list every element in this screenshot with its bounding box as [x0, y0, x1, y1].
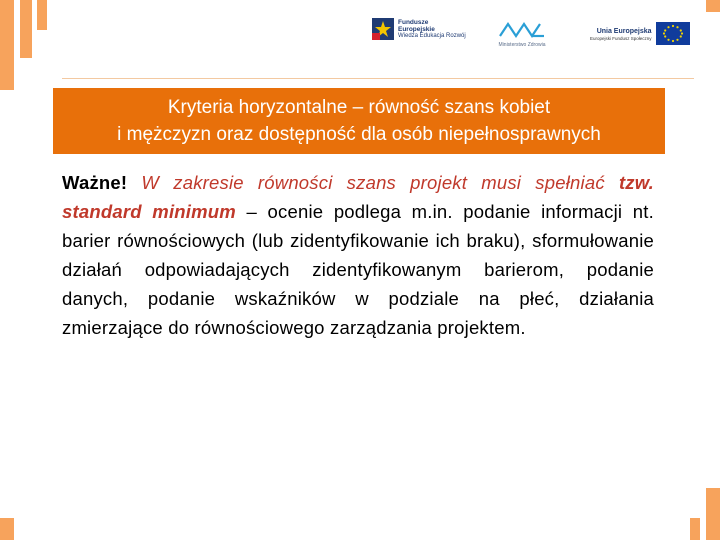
decor-bar-bottom-right-1: [706, 488, 720, 540]
ministerstwo-zdrowia-logo: [498, 20, 546, 48]
mz-wave-icon: [498, 20, 546, 40]
eu-flag-icon: [656, 22, 690, 45]
body-lead: Ważne!: [62, 172, 128, 193]
header-divider: [62, 78, 694, 79]
header: [0, 0, 720, 82]
ue-logo-text: [590, 27, 652, 41]
fe-line3: Wiedza Edukacja Rozwój: [398, 32, 466, 39]
ue-subtitle: Europejski Fundusz Społeczny: [590, 35, 652, 41]
slide-title: [53, 88, 665, 154]
decor-bar-bottom-left: [0, 518, 14, 540]
fe-logo-text: [398, 19, 466, 40]
title-line2: i mężczyzn oraz dostępność dla osób niepełnosprawnych: [117, 124, 601, 145]
mz-logo-label: Ministerstwo Zdrowia: [498, 42, 546, 48]
ue-title: Unia Europejska: [596, 27, 652, 35]
body-paragraph: [62, 168, 654, 342]
fundusze-europejskie-logo: [372, 18, 466, 40]
fe-star-icon: [372, 18, 394, 40]
body-rest: – ocenie podlega m.in. podanie informacji nt. barier równościowych (lub zidentyfikowanie ich braku), sformułowanie działań odpowiadających zidentyfikowanym barierom, podanie danych, podanie wskaźników w podziale na płeć, działania zmierzające do równościowego zarządzania projektem.: [62, 201, 654, 338]
body-italic: W zakresie równości szans projekt musi spełniać: [127, 172, 605, 193]
body-italic-bold: tzw. standard minimum: [62, 172, 654, 222]
decor-bar-bottom-right-2: [690, 518, 700, 540]
unia-europejska-logo: [590, 22, 690, 45]
fe-line2: Europejskie: [398, 25, 435, 33]
fe-line1: Fundusze: [398, 18, 429, 26]
title-line1: Kryteria horyzontalne – równość szans kobiet: [167, 97, 551, 118]
